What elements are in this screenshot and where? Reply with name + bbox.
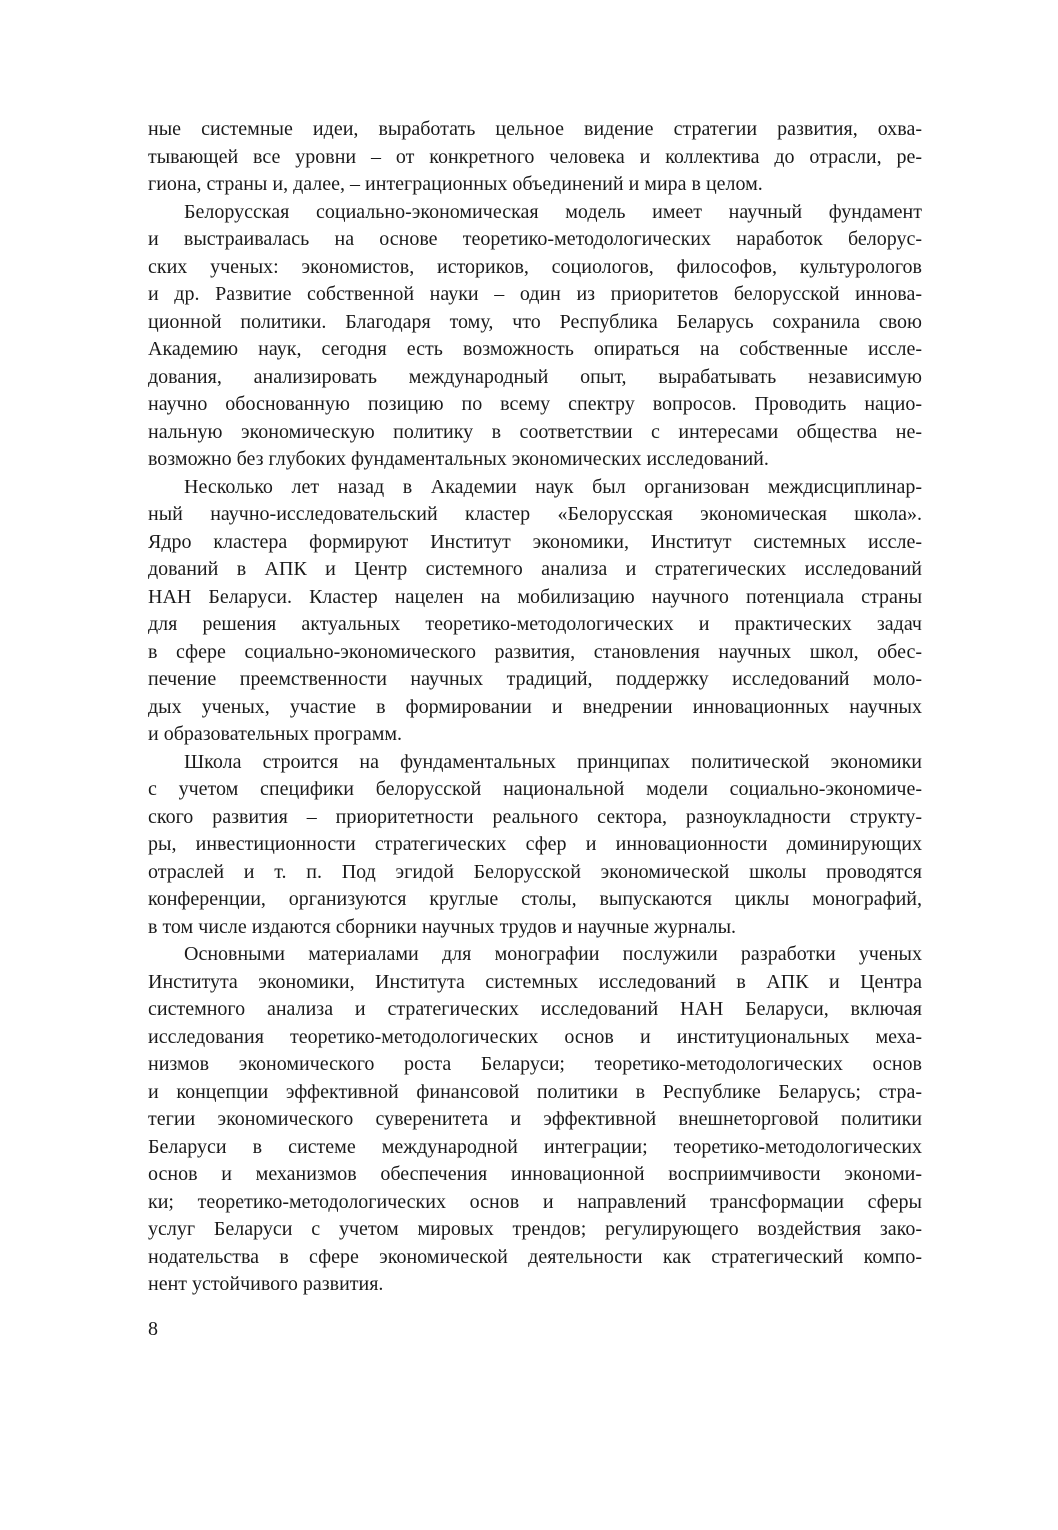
text-line: и концепции эффективной финансовой политики в Республике Беларусь; стра- [148,1080,922,1103]
paragraph-1 [148,116,922,199]
text-line: системного анализа и стратегических исследований НАН Беларуси, включая [148,998,922,1020]
text-line: и образовательных программ. [148,723,403,745]
text-line: дых ученых, участие в формировании и внедрении инновационных научных [148,695,922,718]
text-line: в том числе издаются сборники научных трудов и научные журналы. [148,915,737,938]
text-line: возможно без глубоких фундаментальных экономических исследований. [148,448,769,470]
text-line: гиона, страны и, далее, – интеграционных объединений и мира в целом. [148,173,763,195]
text-line: Академию наук, сегодня есть возможность опираться на собственные иссле- [148,338,922,360]
text-line: с учетом специфики белорусской национальной модели социально-экономиче- [148,778,922,800]
text-line: основ и механизмов обеспечения инновационной восприимчивости экономи- [148,1163,922,1185]
paragraph-3 [148,474,922,749]
text-line: ный научно-исследовательский кластер «Белорусская экономическая школа». [148,503,922,525]
text-line: отраслей и т. п. Под эгидой Белорусской экономической школы проводятся [148,860,922,883]
text-line: нодательства в сфере экономической деятельности как стратегический компо- [148,1245,922,1268]
text-line: конференции, организуются круглые столы, выпускаются циклы монографий, [148,888,922,910]
text-line: низмов экономического роста Беларуси; теоретико-методологических основ [148,1053,922,1075]
page-body [148,116,922,1299]
text-line: и выстраивалась на основе теоретико-методологических наработок белорус- [148,228,922,250]
text-line: печение преемственности научных традиций, поддержку исследований моло- [148,668,922,690]
text-line: ционной политики. Благодаря тому, что Республика Беларусь сохранила свою [148,310,922,333]
text-line: Ядро кластера формируют Институт экономики, Институт системных иссле- [148,530,922,553]
text-line: тывающей все уровни – от конкретного человека и коллектива до отрасли, ре- [148,145,922,168]
text-line: ки; теоретико-методологических основ и направлений трансформации сферы [148,1190,922,1213]
text-line: Института экономики, Института системных исследований в АПК и Центра [148,970,922,993]
text-line: НАН Беларуси. Кластер нацелен на мобилизацию научного потенциала страны [148,585,922,608]
text-line: дований в АПК и Центр системного анализа и стратегических исследований [148,558,922,580]
paragraph-5 [148,941,922,1299]
text-line: Школа строится на фундаментальных принципах политической экономики [184,750,922,773]
text-line: тегии экономического суверенитета и эффективной внешнеторговой политики [148,1108,922,1130]
text-line: ских ученых: экономистов, историков, социологов, философов, культурологов [148,255,922,278]
text-line: для решения актуальных теоретико-методологических и практических задач [148,613,922,635]
text-line: Основными материалами для монографии послужили разработки ученых [184,943,922,965]
paragraph-2 [148,199,922,474]
text-line: Белорусская социально-экономическая модель имеет научный фундамент [184,200,922,223]
page-number: 8 [148,1318,158,1340]
text-line: услуг Беларуси с учетом мировых трендов; регулирующего воздействия зако- [148,1218,922,1240]
text-line: нент устойчивого развития. [148,1273,384,1295]
text-line: Несколько лет назад в Академии наук был организован междисциплинар- [184,475,922,498]
text-line: исследования теоретико-методологических основ и институциональных меха- [148,1025,922,1048]
text-line: ского развития – приоритетности реального сектора, разноукладности структу- [148,805,922,828]
text-line: ные системные идеи, выработать цельное видение стратегии развития, охва- [148,118,922,140]
text-line: дования, анализировать международный опыт, вырабатывать независимую [148,365,922,388]
text-line: в сфере социально-экономического развития, становления научных школ, обес- [148,640,922,663]
text-line: ры, инвестиционности стратегических сфер и инновационности доминирующих [148,833,922,855]
paragraph-4 [148,749,922,942]
text-line: научно обоснованную позицию по всему спектру вопросов. Проводить нацио- [148,393,922,415]
text-line: и др. Развитие собственной науки – один из приоритетов белорусской иннова- [148,283,922,305]
text-line: нальную экономическую политику в соответствии с интересами общества не- [148,420,922,443]
text-line: Беларуси в системе международной интеграции; теоретико-методологических [148,1135,922,1158]
